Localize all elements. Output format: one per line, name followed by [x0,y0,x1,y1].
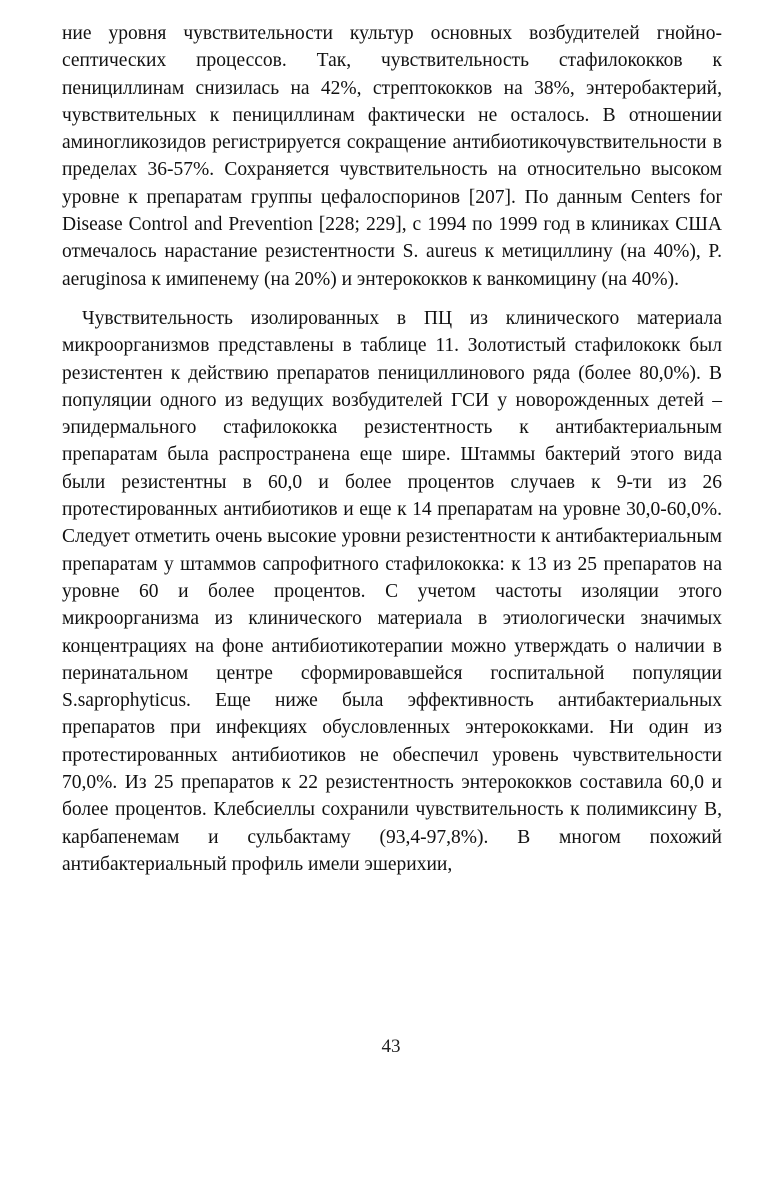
document-page [62,20,722,878]
paragraph: ние уровня чувствительности культур основных возбудителей гнойно-септических процессов. Так, чувствительность стафилококков к пенициллинам снизилась на 42%, стрептококков на 38%, энтеробактерий, чувствительных к пенициллинам фактически не осталось. В отношении аминогликозидов регистрируется сокращение антибиотикочувствительности в пределах 36-57%. Сохраняется чувствительность на относительно высоком уровне к препаратам группы цефалоспоринов [207]. По данным Centers for Disease Control and Prevention [228; 229], с 1994 по 1999 год в клиниках США отмечалось нарастание резистентности S. aureus к метициллину (на 40%), P. aeruginosa к имипенему (на 20%) и энтерококков к ванкомицину (на 40%). [62,23,722,290]
page-number: 43 [381,1036,401,1057]
paragraph: Чувствительность изолированных в ПЦ из клинического материала микроорганизмов представлены в таблице 11. Золотистый стафилококк был резистентен к действию препаратов пенициллинового ряда (более 80,0%). В популяции одного из ведущих возбудителей ГСИ у новорожденных детей – эпидермального стафилококка резистентность к антибактериальным препаратам была распространена еще шире. Штаммы бактерий этого вида были резистентны в 60,0 и более процентов случаев к 9-ти из 26 протестированных антибиотиков и еще к 14 препаратам на уровне 30,0-60,0%. Следует отметить очень высокие уровни резистентности к антибактериальным препаратам у штаммов сапрофитного стафилококка: к 13 из 25 препаратов на уровне 60 и более процентов. С учетом частоты изоляции этого микроорганизма из клинического материала в этиологически значимых концентрациях на фоне антибиотикотерапии можно утверждать о наличии в перинатальном центре сформировавшейся госпитальной популяции S.saprophyticus. Еще ниже была эффективность антибактериальных препаратов при инфекциях обусловленных энтерококками. Ни один из протестированных антибиотиков не обеспечил уровень чувствительности 70,0%. Из 25 препаратов к 22 резистентность энтерококков составила 60,0 и более процентов. Клебсиеллы сохранили чувствительность к полимиксину В, карбапенемам и сульбактаму (93,4-97,8%). В многом похожий антибактериальный профиль имели эшерихии, [62,307,722,875]
